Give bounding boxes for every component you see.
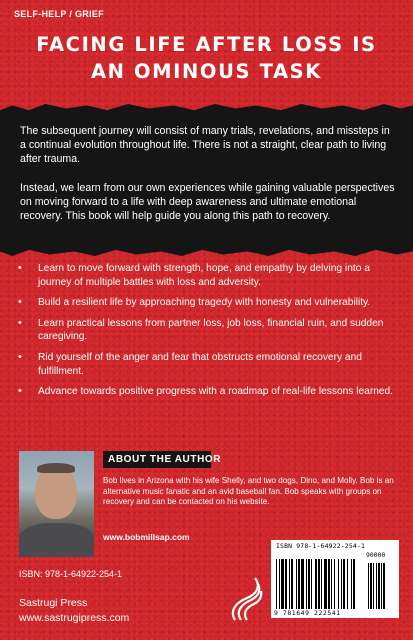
author-photo (19, 451, 94, 557)
benefit-item (18, 351, 398, 378)
benefit-item (18, 296, 398, 310)
barcode (271, 540, 399, 618)
intro-paragraph-1: The subsequent journey will consist of many trials, revelations, and missteps in a continual evolution throughout life. There is not a straight, clear path to living after trauma. (20, 125, 390, 165)
bullet-icon: • (18, 296, 22, 309)
intro-paragraph-2: Instead, we learn from our own experiences while gaining valuable perspectives on moving forward to a life with deep awareness and ultimate emotional recovery. This book will help guide you along this path to recovery. (20, 182, 395, 222)
author-photo-shoulders (19, 523, 94, 557)
benefit-item (18, 385, 398, 399)
benefit-text: Advance towards positive progress with a roadmap of real-life lessons learned. (38, 386, 394, 398)
barcode-digits: 9 781649 222541 (274, 609, 341, 617)
benefit-item (18, 317, 398, 344)
barcode-price-code: 90000 (366, 551, 386, 559)
publisher-name: Sastrugi Press (19, 597, 88, 609)
category-label: SELF-HELP / GRIEF (14, 9, 104, 19)
barcode-isbn-label: ISBN 978-1-64922-254-1 (276, 542, 366, 550)
bullet-icon: • (18, 385, 22, 398)
author-bio: Bob lives in Arizona with his wife Shelly, and two dogs, Dino, and Molly. Bob is an alternative music fanatic and an avid baseball fan. Bob speaks with groups on recovery and can be contacted on his website. (103, 476, 394, 507)
isbn-text: ISBN: 978-1-64922-254-1 (19, 569, 123, 579)
publisher-url: www.sastrugipress.com (19, 612, 130, 624)
bullet-icon: • (18, 262, 22, 274)
headline-line-1: FACING LIFE AFTER LOSS IS (36, 33, 377, 56)
barcode-bars (276, 559, 394, 609)
author-photo-face (35, 465, 77, 519)
publisher-logo-icon (227, 576, 263, 622)
benefit-text: Learn to move forward with strength, hope, and empathy by delving into a journey of multiple battles with loss and adversity. (38, 263, 370, 288)
bullet-icon: • (18, 316, 22, 329)
benefit-text: Learn practical lessons from partner loss, job loss, financial ruin, and sudden caregiving. (38, 317, 384, 343)
benefit-list (18, 262, 398, 406)
author-website: www.bobmillsap.com (103, 532, 190, 542)
headline-line-2: AN OMINOUS TASK (90, 60, 323, 83)
about-author-heading: ABOUT THE AUTHOR (108, 454, 222, 465)
benefit-text: Build a resilient life by approaching tragedy with honesty and vulnerability. (38, 297, 371, 309)
benefit-item (18, 262, 398, 289)
benefit-text: Rid yourself of the anger and fear that obstructs emotional recovery and fulfillment. (38, 351, 362, 377)
bullet-icon: • (18, 350, 22, 363)
author-photo-hair (37, 463, 75, 473)
